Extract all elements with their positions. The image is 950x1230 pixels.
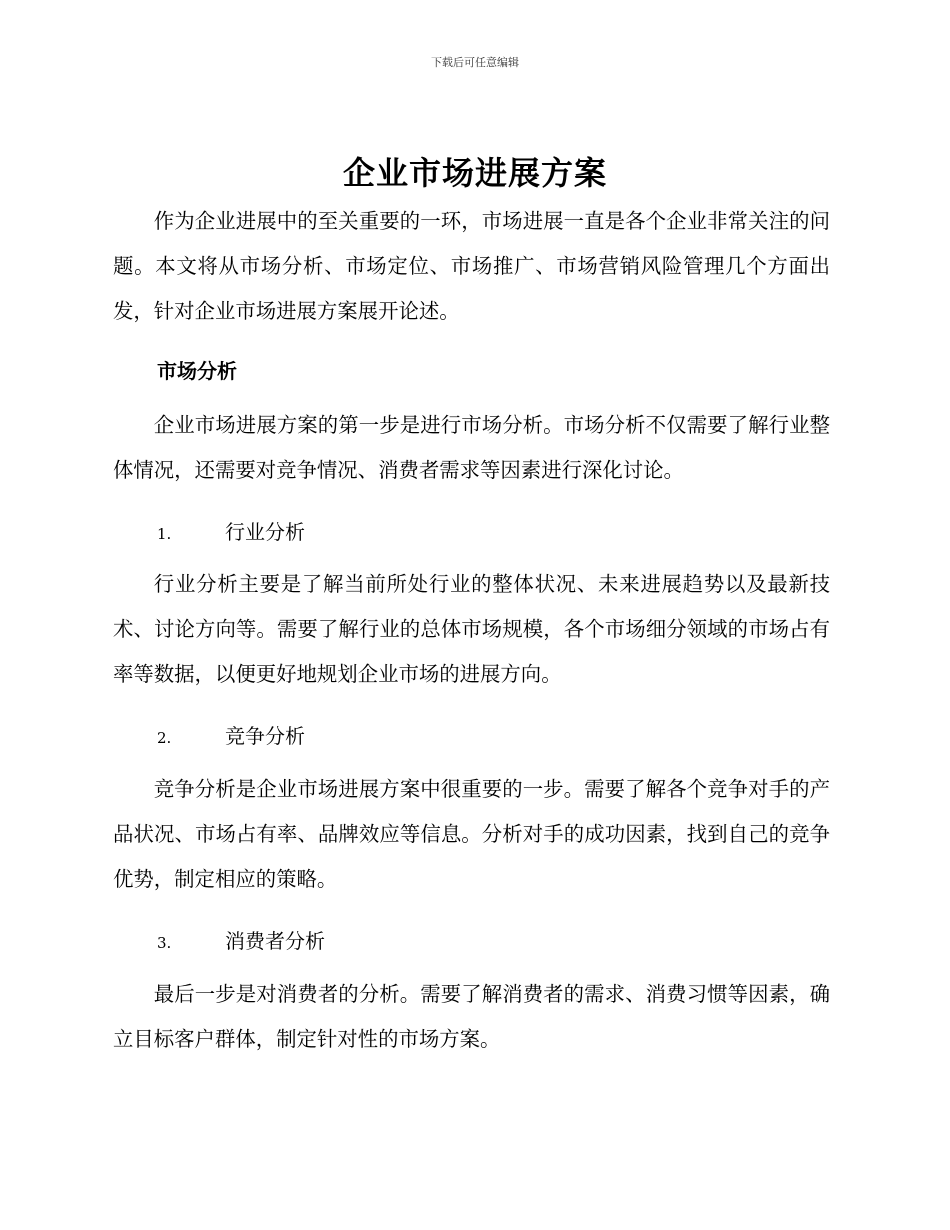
list-item-number: 3. <box>157 934 172 952</box>
list-item-label: 行业分析 <box>225 520 305 544</box>
list-item-heading <box>157 925 325 954</box>
list-item-paragraph: 竞争分析是企业市场进展方案中很重要的一步。需要了解各个竞争对手的产品状况、市场占有率、品牌效应等信息。分析对手的成功因素，找到自己的竞争优势，制定相应的策略。 <box>113 777 830 891</box>
list-item-heading <box>157 720 305 749</box>
list-item-label: 竞争分析 <box>225 724 305 748</box>
item1-body-block <box>113 562 830 697</box>
list-item-paragraph: 行业分析主要是了解当前所处行业的整体状况、未来进展趋势以及最新技术、讨论方向等。需要了解行业的总体市场规模，各个市场细分领域的市场占有率等数据，以便更好地规划企业市场的进展方向。 <box>113 572 830 686</box>
intro-paragraph: 作为企业进展中的至关重要的一环，市场进展一直是各个企业非常关注的问题。本文将从市场分析、市场定位、市场推广、市场营销风险管理几个方面出发，针对企业市场进展方案展开论述。 <box>113 209 830 323</box>
list-item-heading <box>157 516 305 545</box>
intro-paragraph-block <box>113 199 830 334</box>
page-header: 下载后可任意编辑 <box>431 56 519 69</box>
section1-body-block <box>113 403 830 493</box>
item2-body-block <box>113 767 830 902</box>
list-item-paragraph: 最后一步是对消费者的分析。需要了解消费者的需求、消费习惯等因素，确立目标客户群体，制定针对性的市场方案。 <box>113 982 830 1051</box>
section-heading-market-analysis: 市场分析 <box>157 359 237 383</box>
list-item-number: 1. <box>157 525 172 543</box>
list-item-label: 消费者分析 <box>225 929 325 953</box>
section1-paragraph: 企业市场进展方案的第一步是进行市场分析。市场分析不仅需要了解行业整体情况，还需要对竞争情况、消费者需求等因素进行深化讨论。 <box>113 413 830 482</box>
document-title: 企业市场进展方案 <box>342 154 607 192</box>
list-item-number: 2. <box>157 729 172 747</box>
item3-body-block <box>113 972 830 1062</box>
